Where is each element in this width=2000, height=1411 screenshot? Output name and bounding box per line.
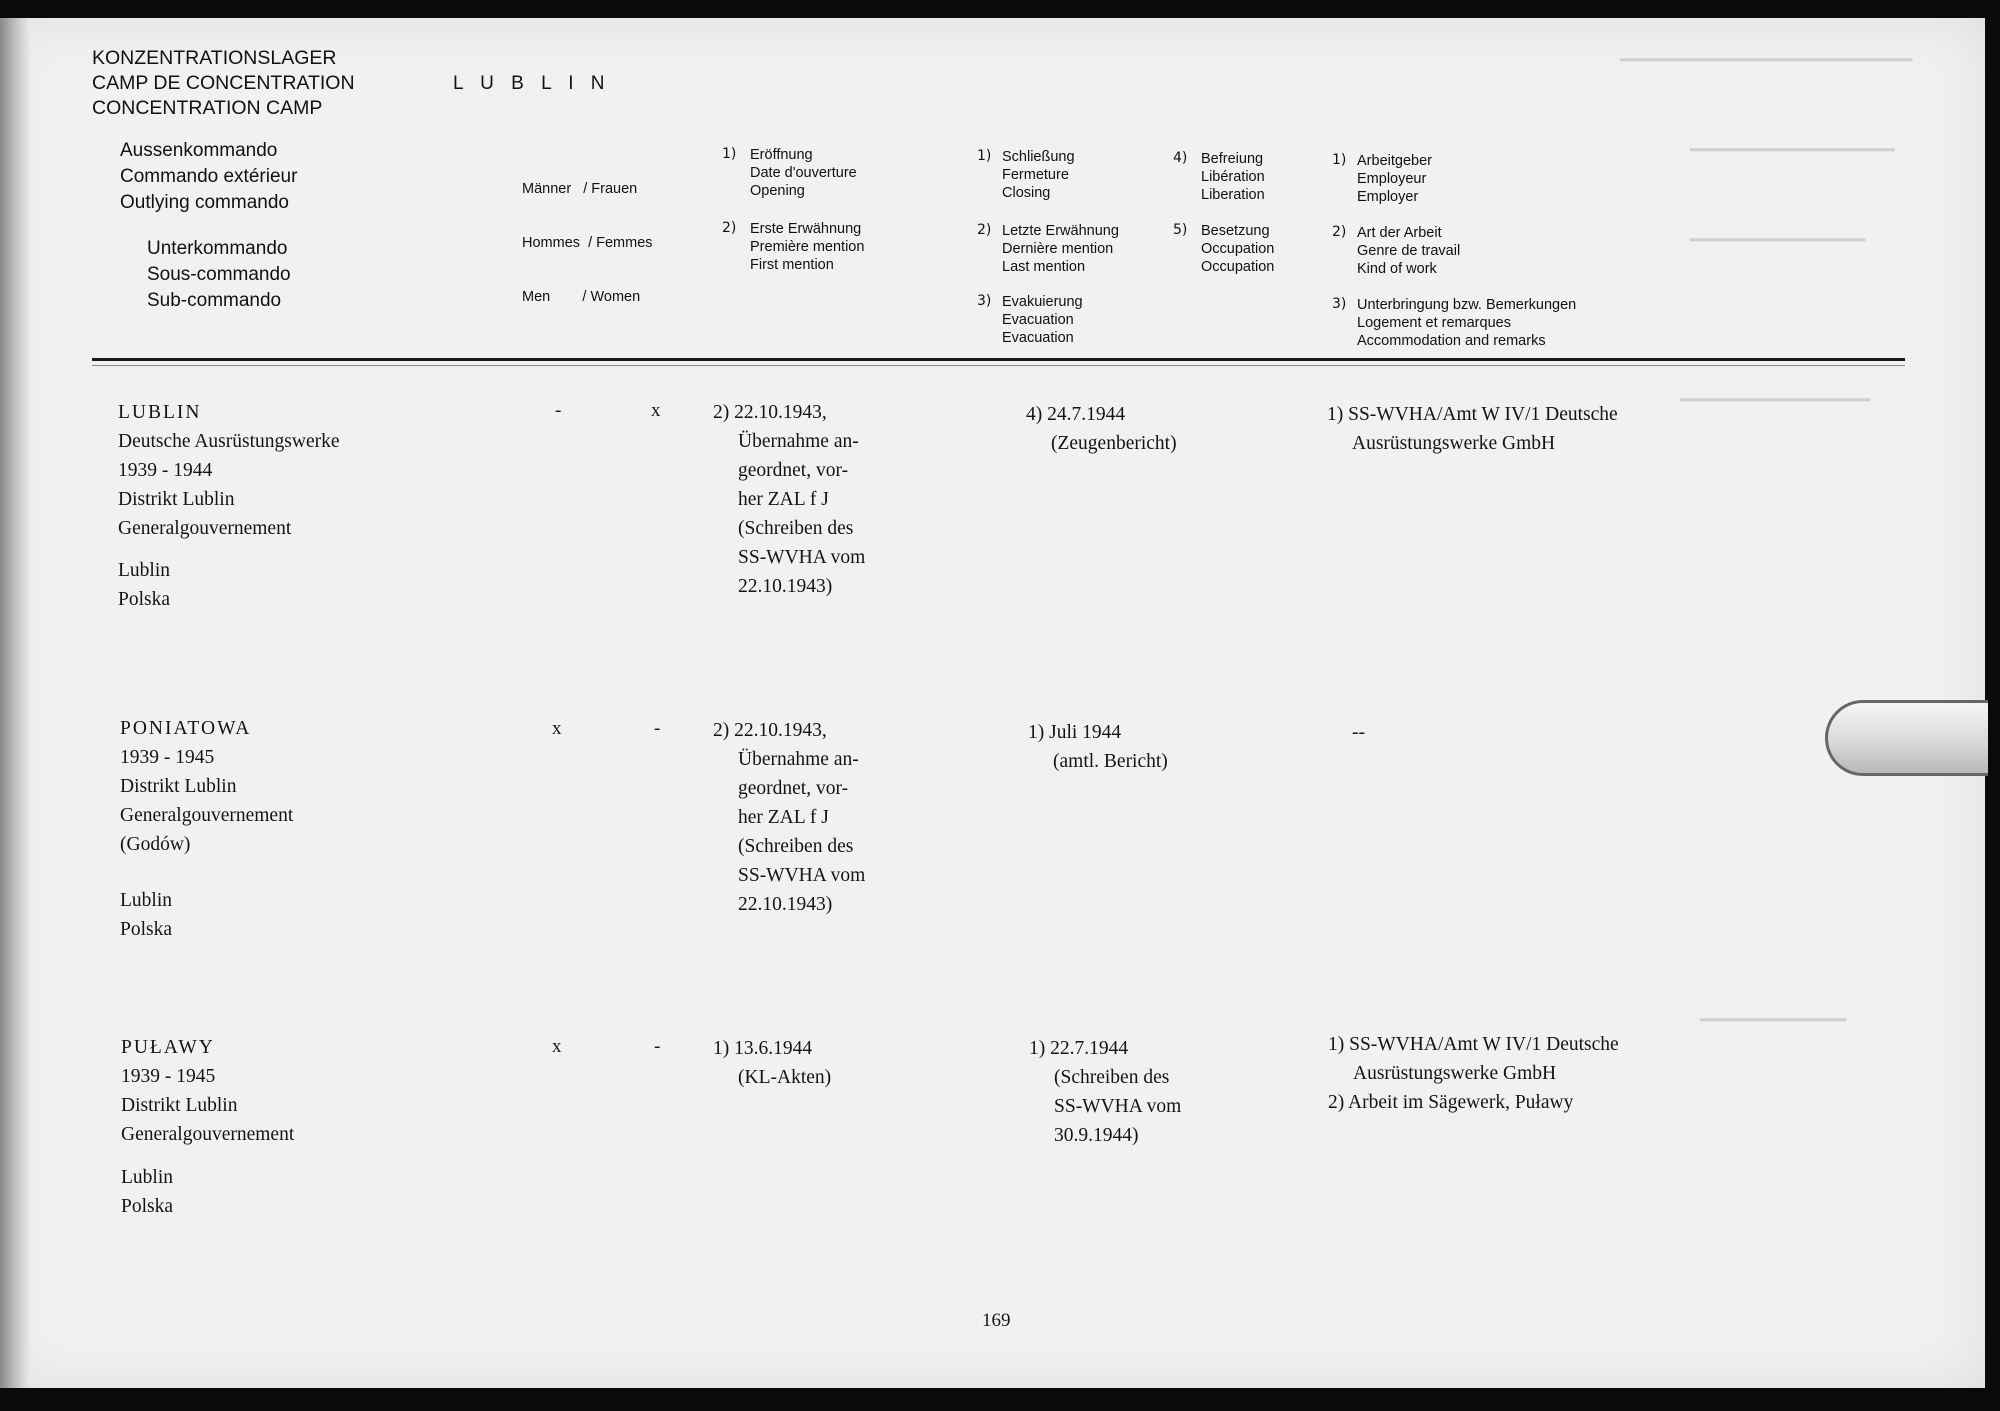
header-employer — [1357, 152, 1432, 206]
place-line: Lublin — [118, 560, 170, 581]
opening-line: Übernahme an- — [738, 431, 859, 452]
heading-line-de: KONZENTRATIONSLAGER — [92, 47, 337, 69]
header-label: Sous-commando — [147, 264, 291, 285]
closing-line: 30.9.1944) — [1054, 1125, 1139, 1146]
employer-line: 1) SS-WVHA/Amt W IV/1 Deutsche — [1328, 1034, 1619, 1055]
entry-opening — [713, 716, 865, 919]
header-label: Employeur — [1357, 171, 1427, 187]
header-label: Employer — [1357, 189, 1419, 205]
header-label: Befreiung — [1201, 151, 1264, 167]
header-first-mention — [750, 220, 864, 274]
header-number: 4) — [1173, 150, 1188, 166]
header-label: Men / Women — [522, 289, 641, 305]
header-evacuation — [1002, 293, 1083, 347]
header-label: Première mention — [750, 239, 865, 255]
employer-line: Ausrüstungswerke GmbH — [1352, 433, 1556, 454]
opening-line: 22.10.1943) — [738, 576, 833, 597]
opening-line: 22.10.1943) — [738, 894, 833, 915]
opening-line: 2) 22.10.1943, — [713, 720, 827, 741]
entry-location — [121, 1033, 294, 1149]
header-label: Logement et remarques — [1357, 315, 1511, 331]
heading-line-en: CONCENTRATION CAMP — [92, 97, 323, 119]
location-name: LUBLIN — [118, 402, 202, 423]
entry-place — [118, 556, 170, 614]
header-number: 2) — [722, 220, 737, 236]
document-page — [0, 18, 1985, 1388]
entry-location — [120, 714, 293, 859]
employer-line: 1) SS-WVHA/Amt W IV/1 Deutsche — [1327, 404, 1618, 425]
closing-line: (Zeugenbericht) — [1051, 433, 1177, 454]
closing-line: SS-WVHA vom — [1054, 1096, 1182, 1117]
location-line: 1939 - 1945 — [121, 1066, 216, 1087]
closing-line: 4) 24.7.1944 — [1026, 404, 1126, 425]
header-label: Art der Arbeit — [1357, 225, 1442, 241]
header-kind-of-work — [1357, 224, 1460, 278]
entry-location — [118, 398, 340, 543]
opening-line: Übernahme an- — [738, 749, 859, 770]
men-mark: - — [555, 400, 562, 421]
header-occupation — [1201, 222, 1274, 276]
header-label: Aussenkommando — [120, 140, 278, 161]
women-mark: x — [651, 400, 661, 421]
page-clip — [1825, 700, 1988, 776]
header-opening — [750, 146, 857, 200]
location-line: (Godów) — [120, 834, 191, 855]
header-label: Sub-commando — [147, 290, 282, 311]
entry-place — [120, 886, 172, 944]
place-line: Polska — [121, 1196, 174, 1217]
entry-place — [121, 1163, 173, 1221]
opening-line: (KL-Akten) — [738, 1067, 832, 1088]
header-label: Opening — [750, 183, 805, 199]
opening-line: geordnet, vor- — [738, 460, 849, 481]
header-number: 1) — [977, 148, 992, 164]
opening-line: 2) 22.10.1943, — [713, 402, 827, 423]
location-line: 1939 - 1944 — [118, 460, 213, 481]
entry-employer — [1328, 1030, 1619, 1117]
location-line: Generalgouvernement — [118, 518, 292, 539]
page-number: 169 — [982, 1310, 1011, 1331]
bleed-through-texture: ▔▔▔▔▔▔▔▔▔▔▔▔ — [1690, 240, 1866, 261]
header-liberation — [1201, 150, 1265, 204]
entry-employer — [1352, 718, 1365, 747]
place-line: Polska — [120, 919, 173, 940]
header-label: Closing — [1002, 185, 1051, 201]
opening-line: SS-WVHA vom — [738, 865, 866, 886]
location-name: PONIATOWA — [120, 718, 252, 739]
header-label: Schließung — [1002, 149, 1075, 165]
header-label: Kind of work — [1357, 261, 1437, 277]
header-label: Männer / Frauen — [522, 181, 638, 197]
place-line: Lublin — [121, 1167, 173, 1188]
bleed-through-texture: ▔▔▔▔▔▔▔▔▔▔▔▔▔▔ — [1690, 150, 1895, 171]
header-label: Dernière mention — [1002, 241, 1114, 257]
header-label: First mention — [750, 257, 834, 273]
location-line: Distrikt Lublin — [121, 1095, 238, 1116]
header-label: Unterkommando — [147, 238, 288, 259]
entry-opening — [713, 398, 865, 601]
header-number: 5) — [1173, 222, 1188, 238]
header-closing — [1002, 148, 1075, 202]
location-line: 1939 - 1945 — [120, 747, 215, 768]
location-line: Distrikt Lublin — [118, 489, 235, 510]
header-label: Occupation — [1201, 241, 1275, 257]
bleed-through-texture: ▔▔▔▔▔▔▔▔▔▔▔▔▔ — [1680, 400, 1870, 421]
women-mark: - — [654, 1036, 661, 1057]
employer-line: -- — [1352, 722, 1365, 743]
header-label: Accommodation and remarks — [1357, 333, 1546, 349]
header-number: 1) — [1332, 152, 1347, 168]
header-label: Outlying commando — [120, 192, 289, 213]
header-label: Unterbringung bzw. Bemerkungen — [1357, 297, 1577, 313]
header-label: Besetzung — [1201, 223, 1270, 239]
header-label: Evacuation — [1002, 330, 1074, 346]
header-label: Date d'ouverture — [750, 165, 857, 181]
men-mark: x — [552, 718, 562, 739]
camp-name-title: L U B L I N — [453, 73, 611, 94]
men-mark: x — [552, 1036, 562, 1057]
header-accommodation — [1357, 296, 1576, 350]
opening-line: (Schreiben des — [738, 836, 854, 857]
header-label: Arbeitgeber — [1357, 153, 1432, 169]
opening-line: her ZAL f J — [738, 807, 829, 828]
header-label: Letzte Erwähnung — [1002, 223, 1119, 239]
location-line: Generalgouvernement — [121, 1124, 295, 1145]
header-number: 2) — [1332, 224, 1347, 240]
location-name: PUŁAWY — [121, 1037, 215, 1058]
closing-line: (Schreiben des — [1054, 1067, 1170, 1088]
header-number: 1) — [722, 146, 737, 162]
header-rule — [92, 358, 1905, 361]
header-label: Eröffnung — [750, 147, 813, 163]
header-label: Liberation — [1201, 187, 1265, 203]
opening-line: (Schreiben des — [738, 518, 854, 539]
bleed-through-texture: ▔▔▔▔▔▔▔▔▔▔▔▔▔▔▔▔▔▔▔▔ — [1620, 60, 1913, 81]
place-line: Lublin — [120, 890, 172, 911]
bleed-through-texture: ▔▔▔▔▔▔▔▔▔▔ — [1700, 1020, 1847, 1041]
header-rule-thin — [92, 365, 1905, 366]
location-line: Generalgouvernement — [120, 805, 294, 826]
header-last-mention — [1002, 222, 1119, 276]
entry-employer — [1327, 400, 1618, 458]
women-mark: - — [654, 718, 661, 739]
heading-line-fr: CAMP DE CONCENTRATION — [92, 72, 355, 94]
location-line: Deutsche Ausrüstungswerke — [118, 431, 340, 452]
header-label: Fermeture — [1002, 167, 1069, 183]
opening-line: SS-WVHA vom — [738, 547, 866, 568]
header-label: Evakuierung — [1002, 294, 1083, 310]
closing-line: 1) 22.7.1944 — [1029, 1038, 1129, 1059]
place-line: Polska — [118, 589, 171, 610]
opening-line: geordnet, vor- — [738, 778, 849, 799]
entry-closing — [1026, 400, 1177, 458]
book-spine-shadow — [0, 18, 30, 1388]
header-label: Evacuation — [1002, 312, 1074, 328]
opening-line: her ZAL f J — [738, 489, 829, 510]
closing-line: (amtl. Bericht) — [1053, 751, 1168, 772]
header-unterkommando — [147, 236, 291, 314]
header-label: Commando extérieur — [120, 166, 298, 187]
closing-line: 1) Juli 1944 — [1028, 722, 1122, 743]
camp-type-heading — [92, 46, 355, 121]
header-label: Hommes / Femmes — [522, 235, 653, 251]
employer-line: 2) Arbeit im Sägewerk, Puławy — [1328, 1092, 1574, 1113]
header-label: Genre de travail — [1357, 243, 1461, 259]
opening-line: 1) 13.6.1944 — [713, 1038, 813, 1059]
employer-line: Ausrüstungswerke GmbH — [1353, 1063, 1557, 1084]
header-label: Libération — [1201, 169, 1265, 185]
entry-closing — [1028, 718, 1168, 776]
header-aussenkommando — [120, 138, 297, 216]
location-line: Distrikt Lublin — [120, 776, 237, 797]
entry-opening — [713, 1034, 831, 1092]
header-number: 3) — [977, 293, 992, 309]
header-label: Erste Erwähnung — [750, 221, 862, 237]
header-number: 2) — [977, 222, 992, 238]
header-label: Last mention — [1002, 259, 1086, 275]
header-number: 3) — [1332, 296, 1347, 312]
entry-closing — [1029, 1034, 1181, 1150]
header-sex — [522, 144, 653, 342]
header-label: Occupation — [1201, 259, 1275, 275]
